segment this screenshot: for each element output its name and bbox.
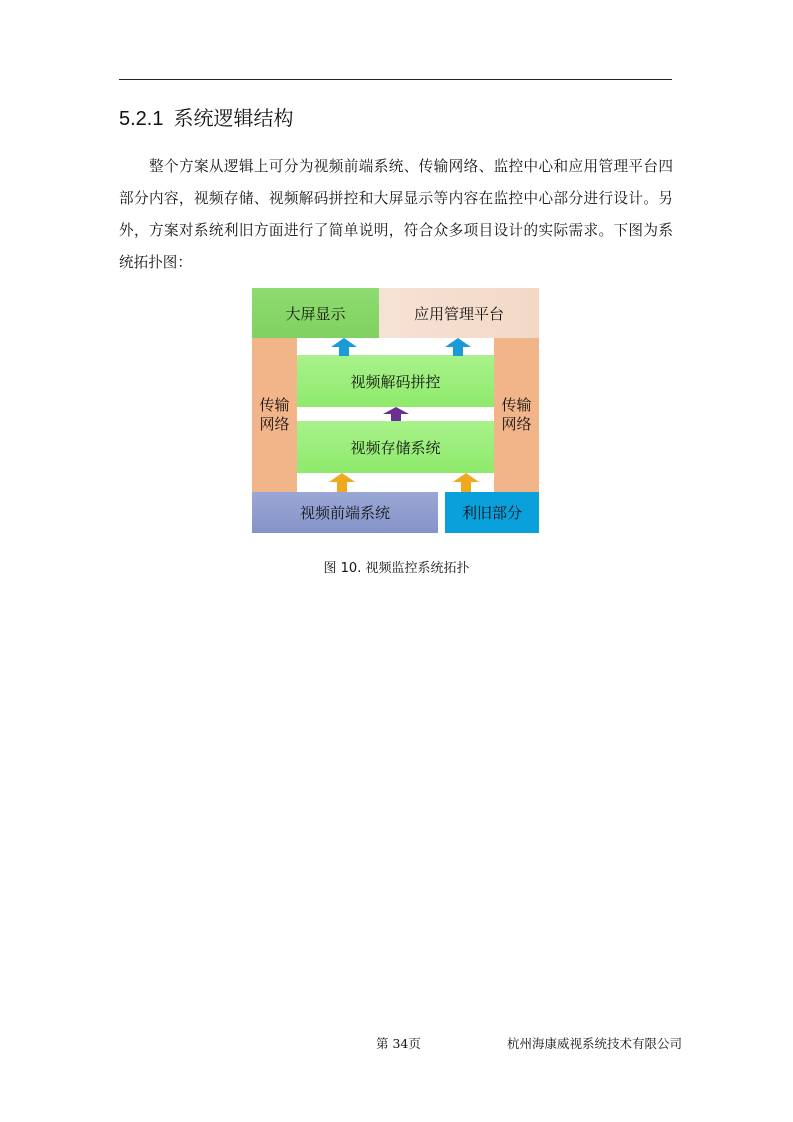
transport-right-box [494,338,539,492]
legacy-label: 利旧部分 [461,504,522,522]
transport-left-line1: 传输 [259,396,290,414]
up-arrow-icon [453,473,479,492]
up-arrow-icon [383,407,409,421]
display-box [252,288,379,338]
platform-box [379,288,539,338]
section-heading [119,104,293,133]
transport-left-line2: 网络 [259,415,290,433]
transport-right-line2: 网络 [501,415,532,433]
display-label: 大屏显示 [285,304,346,323]
front-end-label: 视频前端系统 [299,504,390,522]
transport-left-box [252,338,297,492]
up-arrow-icon [329,473,355,492]
transport-right-line1: 传输 [501,396,532,414]
decode-label: 视频解码拼控 [350,372,441,391]
company-name: 杭州海康威视系统技术有限公司 [507,1036,683,1051]
storage-label: 视频存储系统 [350,438,441,457]
platform-label: 应用管理平台 [413,304,504,323]
storage-box [297,421,494,473]
section-title: 系统逻辑结构 [173,106,294,130]
topology-diagram [252,288,539,533]
figure-caption: 图 10. 视频监控系统拓扑 [323,561,470,576]
legacy-box [445,492,539,533]
page-number: 第 34页 [376,1036,421,1051]
front-end-box [252,492,438,533]
section-number: 5.2.1 [119,108,164,130]
up-arrow-icon [445,338,471,356]
up-arrow-icon [331,338,357,356]
body-paragraph: 整个方案从逻辑上可分为视频前端系统、传输网络、监控中心和应用管理平台四部分内容，视频存储、视频解码拼控和大屏显示等内容在监控中心部分进行设计。另外，方案对系统利旧方面进行了简单说明，符合众多项目设计的实际需求。下图为系统拓扑图： [119,158,673,271]
header-rule [119,79,672,80]
decode-box [297,355,494,407]
